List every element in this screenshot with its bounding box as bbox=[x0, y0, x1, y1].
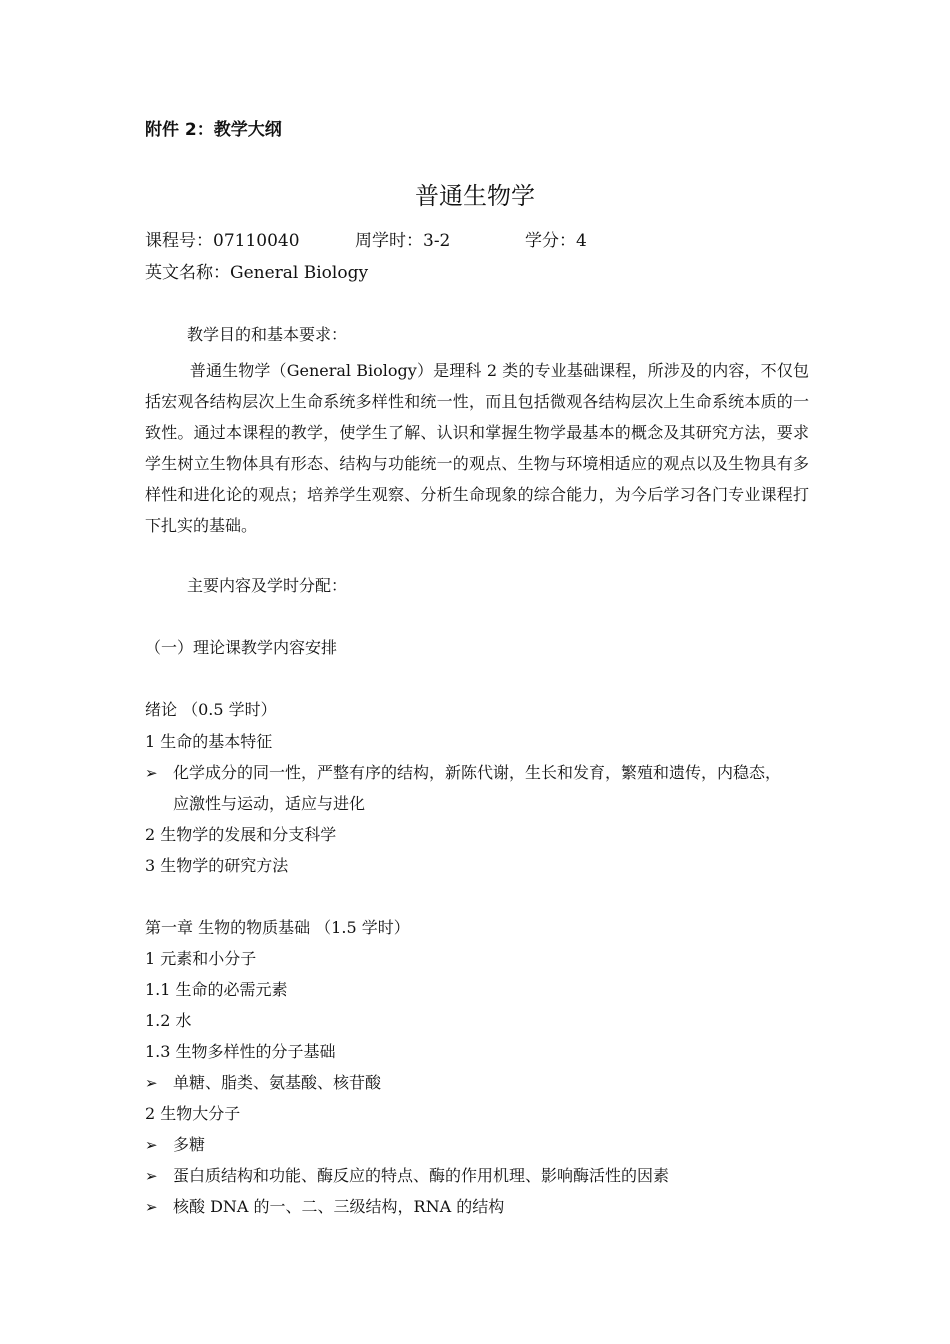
intro-item-2: 2 生物学的发展和分支科学 bbox=[145, 825, 337, 844]
chapter-1-bullet-3: 蛋白质结构和功能、酶反应的特点、酶的作用机理、影响酶活性的因素 bbox=[173, 1166, 670, 1185]
bullet-icon: ➢ bbox=[145, 1198, 158, 1216]
chapter-1-section-1-1: 1.1 生命的必需元素 bbox=[145, 980, 288, 999]
content-heading: 主要内容及学时分配： bbox=[187, 576, 348, 595]
intro-heading: 绪论 （0.5 学时） bbox=[145, 700, 277, 719]
intro-item-3: 3 生物学的研究方法 bbox=[145, 856, 289, 875]
chapter-1-section-1-2: 1.2 水 bbox=[145, 1011, 192, 1030]
bullet-icon: ➢ bbox=[145, 1136, 158, 1154]
chapter-1-section-1-3: 1.3 生物多样性的分子基础 bbox=[145, 1042, 336, 1061]
chapter-1-section-1: 1 元素和小分子 bbox=[145, 949, 257, 968]
chapter-1-bullet-1: 单糖、脂类、氨基酸、核苷酸 bbox=[173, 1073, 382, 1092]
chapter-1-section-2: 2 生物大分子 bbox=[145, 1104, 241, 1123]
chapter-1-bullet-4: 核酸 DNA 的一、二、三级结构，RNA 的结构 bbox=[173, 1197, 505, 1216]
credits: 学分：4 bbox=[525, 231, 587, 251]
intro-bullet-1-line-2: 应激性与运动，适应与进化 bbox=[173, 794, 366, 813]
weekly-hours: 周学时：3-2 bbox=[355, 231, 451, 251]
bullet-icon: ➢ bbox=[145, 764, 158, 782]
course-title: 普通生物学 bbox=[415, 182, 535, 210]
course-number: 课程号：07110040 bbox=[145, 231, 300, 251]
objectives-paragraph: 普通生物学（General Biology）是理科 2 类的专业基础课程，所涉及的内容，不仅包括宏观各结构层次上生命系统多样性和统一性，而且包括微观各结构层次上生命系统本质的一致性。通过本课程的教学，使学生了解、认识和掌握生物学最基本的概念及其研究方法，要求学生树立生物体具有形态、结构与功能统一的观点、生物与环境相适应的观点以及生物具有多样性和进化论的观点；培养学生观察、分析生命现象的综合能力，为今后学习各门专业课程打下扎实的基础。 bbox=[145, 361, 809, 535]
intro-item-1: 1 生命的基本特征 bbox=[145, 732, 273, 751]
bullet-icon: ➢ bbox=[145, 1167, 158, 1185]
chapter-1-heading: 第一章 生物的物质基础 （1.5 学时） bbox=[145, 918, 410, 937]
english-name: 英文名称：General Biology bbox=[145, 263, 369, 283]
annex-label: 附件 2：教学大纲 bbox=[145, 120, 282, 140]
chapter-1-bullet-2: 多糖 bbox=[173, 1135, 206, 1154]
bullet-icon: ➢ bbox=[145, 1074, 158, 1092]
theory-heading: （一）理论课教学内容安排 bbox=[145, 638, 338, 657]
objectives-heading: 教学目的和基本要求： bbox=[187, 325, 348, 344]
intro-bullet-1-line-1: 化学成分的同一性，严整有序的结构，新陈代谢，生长和发育，繁殖和遗传，内稳态， bbox=[173, 763, 782, 782]
